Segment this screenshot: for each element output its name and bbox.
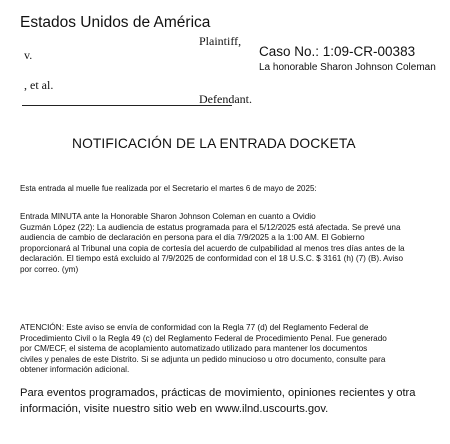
defendant-label: Defendant.: [199, 92, 252, 106]
atencion-line: civiles y penales de este Distrito. Si se adjunta un pedido minucioso u otro documento, consulte para: [20, 354, 386, 364]
minute-line: Guzmán López (22): La audiencia de estatus programada para el 5/12/2025 está afectada. Se prevé una: [20, 222, 401, 232]
atencion-notice: [20, 323, 387, 376]
minute-line: por correo. (ym): [20, 264, 79, 274]
minute-line: audiencia de cambio de declaración en persona para el día 7/9/2025 a la 1:00 AM. El Gobierno: [20, 233, 365, 242]
minute-line: declaración. El tiempo está excluido al 7/9/2025 de conformidad con el 18 U.S.C. $ 3161 (h) (7) (B). Aviso: [20, 254, 404, 263]
atencion-line: ATENCIÓN: Este aviso se envía de conformidad con la Regla 77 (d) del Reglamento Federal de: [20, 323, 369, 332]
notice-heading: NOTIFICACIÓN DE LA ENTRADA DOCKETA: [72, 136, 356, 151]
minute-line: Entrada MINUTA ante la Honorable Sharon Johnson Coleman en cuanto a Ovidio: [20, 212, 316, 221]
judge-name: La honorable Sharon Johnson Coleman: [259, 62, 436, 73]
footer-info: [20, 386, 416, 417]
minute-entry: [20, 212, 405, 275]
entry-line: Esta entrada al muelle fue realizada por el Secretario el martes 6 de mayo de 2025:: [20, 184, 317, 193]
footer-line: Para eventos programados, prácticas de movimiento, opiniones recientes y otra: [20, 387, 416, 399]
court-title: Estados Unidos de América: [20, 14, 211, 31]
caption-divider: [22, 105, 232, 106]
atencion-line: Procedimiento Civil o la Regla 49 (c) del Reglamento Federal de Procedimiento Penal. Fue generado: [20, 333, 387, 343]
footer-line: información, visite nuestro sitio web en www.ilnd.uscourts.gov.: [20, 402, 329, 415]
et-al-label: , et al.: [24, 78, 54, 92]
plaintiff-label: Plaintiff,: [199, 34, 242, 48]
atencion-line: por CM/ECF, el sistema de acoplamiento automatizado utilizado para mantener los documentos: [20, 344, 368, 353]
minute-line: proporcionará al Tribunal una copia de cortesía del acuerdo de culpabilidad al menos tres días antes de la: [20, 243, 405, 253]
case-number: Caso No.: 1:09-CR-00383: [259, 44, 416, 59]
atencion-line: obtener información adicional.: [20, 365, 130, 374]
versus-label: v.: [24, 48, 33, 62]
